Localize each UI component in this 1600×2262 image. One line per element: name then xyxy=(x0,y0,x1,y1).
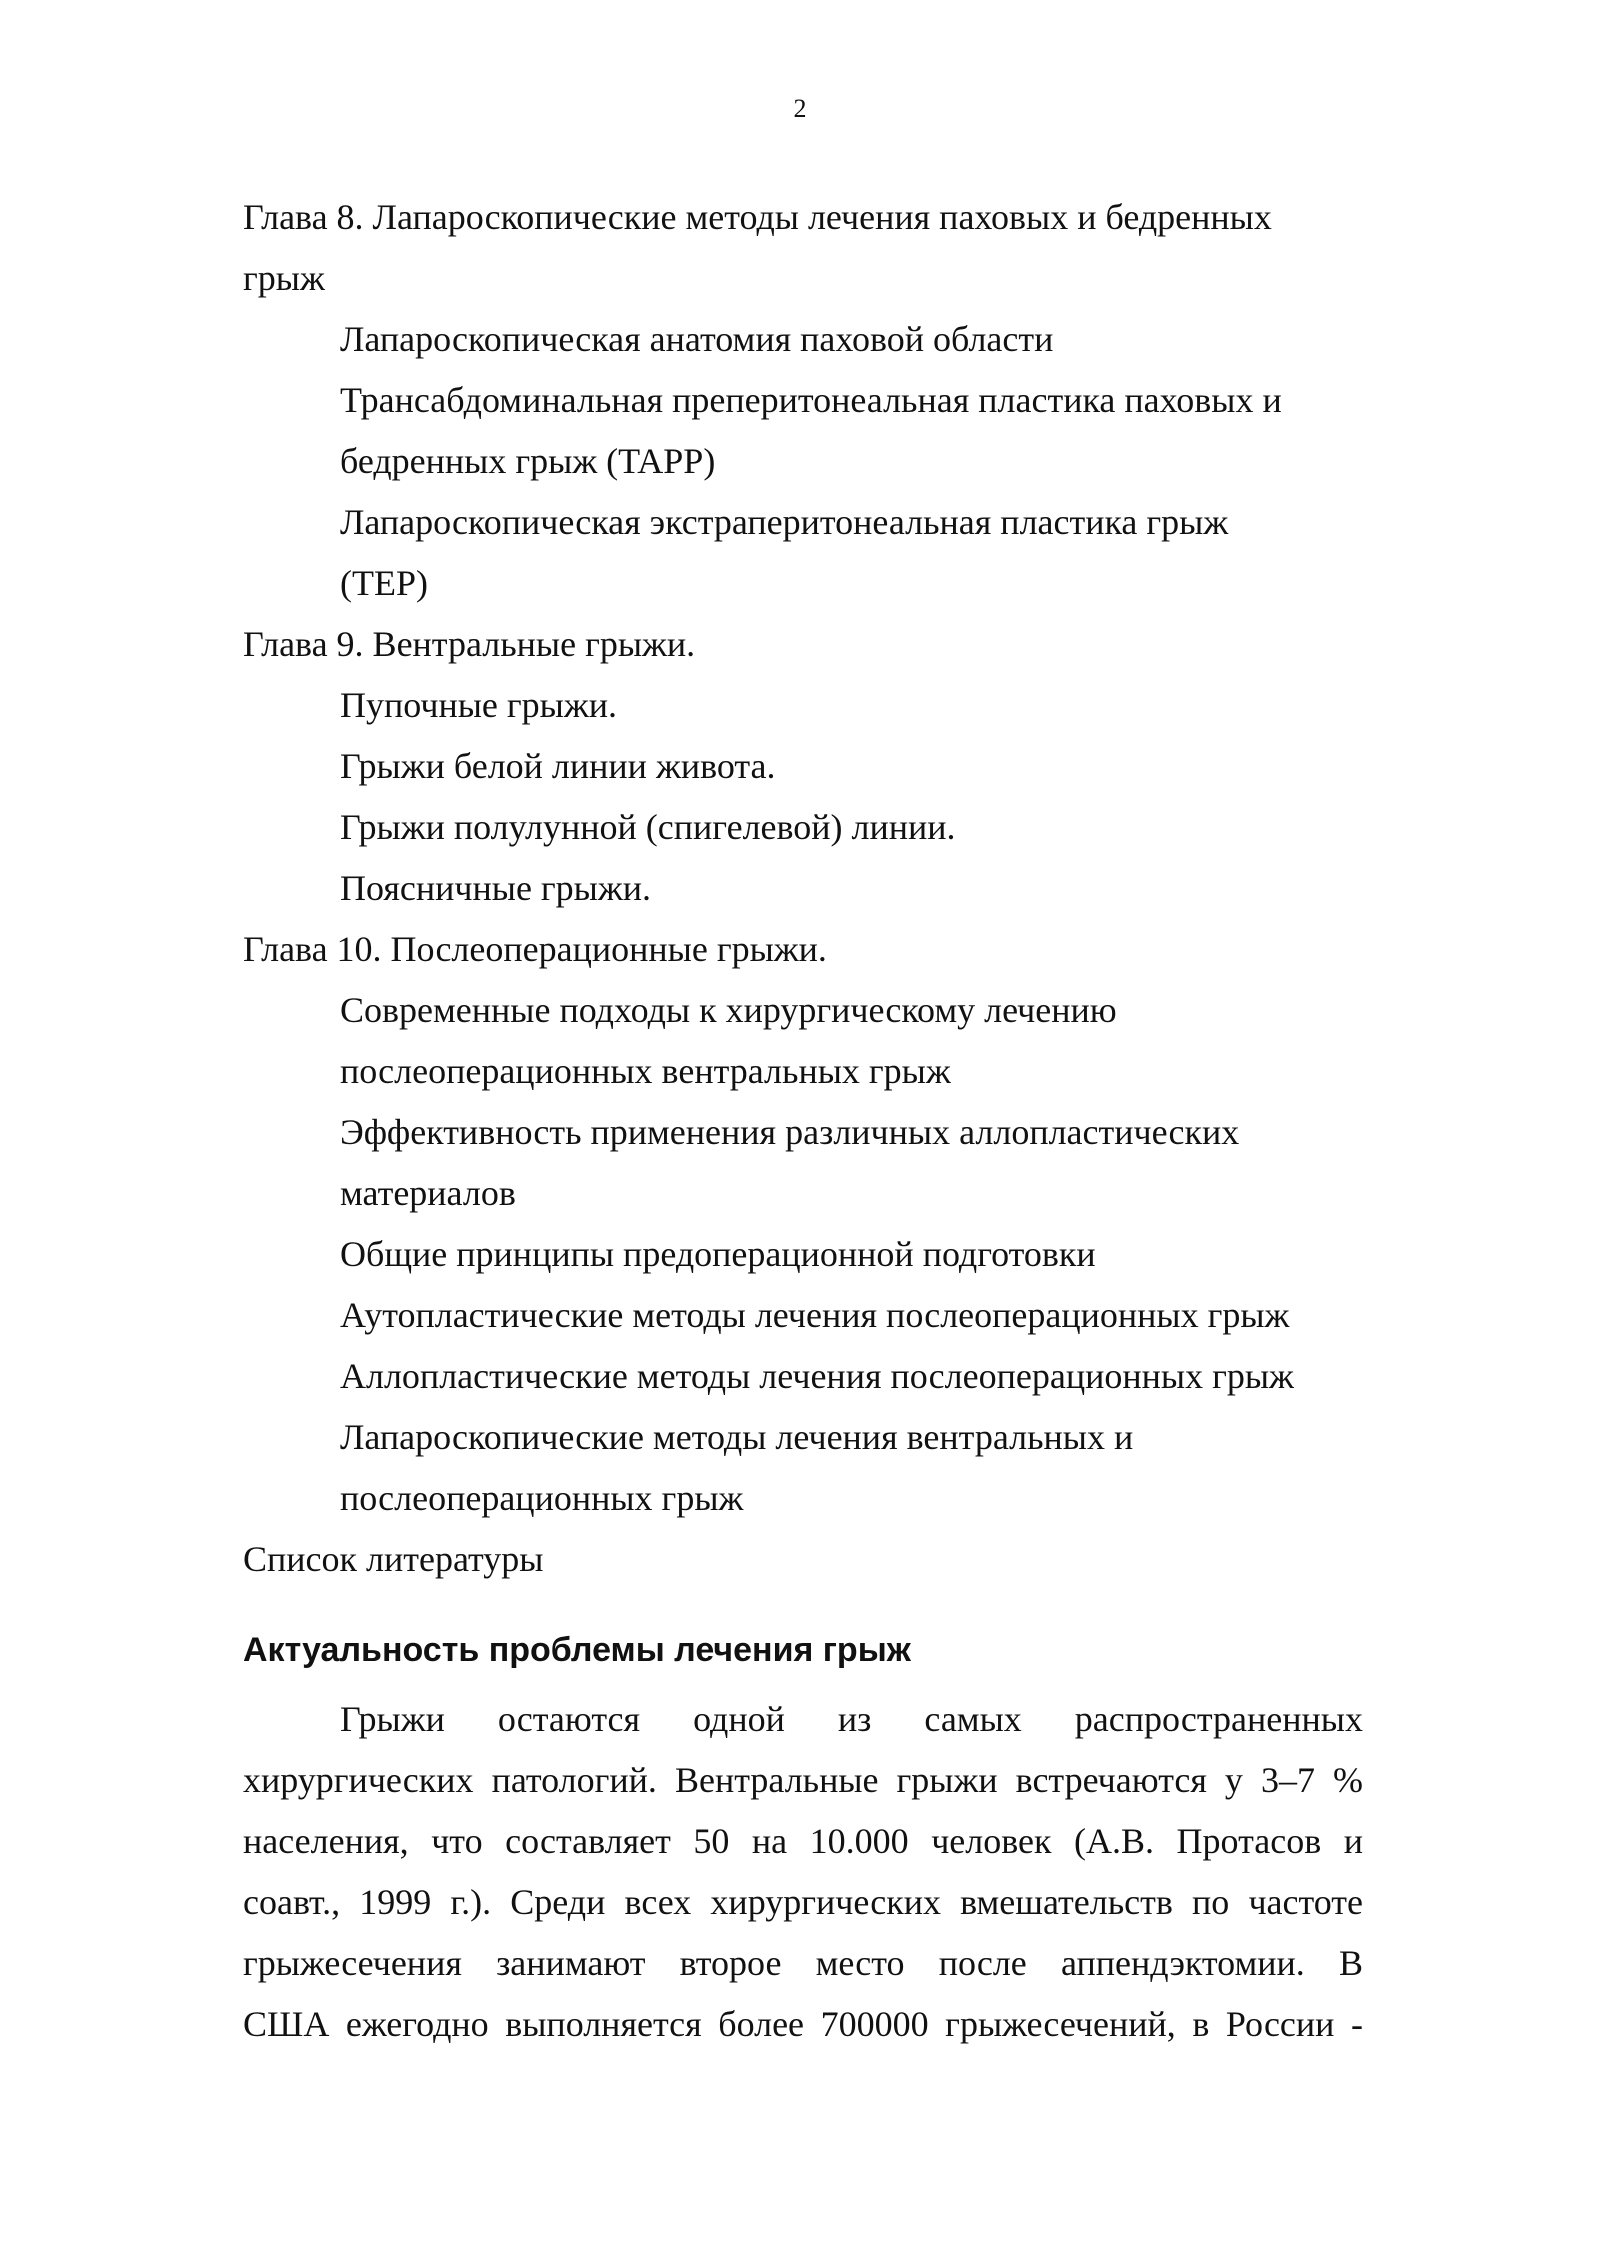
toc-chapter-line: Список литературы xyxy=(243,1539,544,1579)
toc-subsection-line: Трансабдоминальная преперитонеальная пластика паховых и xyxy=(340,380,1282,420)
toc-chapter-line: грыж xyxy=(243,258,325,298)
section-heading: Актуальность проблемы лечения грыж xyxy=(243,1631,911,1669)
toc-subsection-line: послеоперационных вентральных грыж xyxy=(340,1051,951,1091)
table-of-contents xyxy=(243,187,1363,1590)
toc-subsection-line: (TEP) xyxy=(340,563,428,603)
toc-subsection-line: Лапароскопическая анатомия паховой области xyxy=(340,319,1054,359)
toc-subsection-line: бедренных грыж (TAPP) xyxy=(340,441,716,481)
toc-subsection-line: Аллопластические методы лечения послеоперационных грыж xyxy=(340,1356,1294,1396)
paragraph-line: грыжесечения занимают второе место после аппендэктомии. В xyxy=(243,1943,1363,1983)
toc-subsection-line: послеоперационных грыж xyxy=(340,1478,744,1518)
toc-chapter-line: Глава 8. Лапароскопические методы лечения паховых и бедренных xyxy=(243,197,1272,237)
paragraph-line: населения, что составляет 50 на 10.000 человек (А.В. Протасов и xyxy=(243,1821,1363,1861)
paragraph-line: США ежегодно выполняется более 700000 грыжесечений, в России - xyxy=(243,2004,1363,2044)
toc-chapter-line: Глава 10. Послеоперационные грыжи. xyxy=(243,929,827,969)
toc-subsection-line: Эффективность применения различных аллопластических xyxy=(340,1112,1240,1152)
toc-subsection-line: Грыжи белой линии живота. xyxy=(340,746,776,786)
toc-subsection-line: Лапароскопическая экстраперитонеальная пластика грыж xyxy=(340,502,1229,542)
toc-subsection-line: Современные подходы к хирургическому лечению xyxy=(340,990,1117,1030)
toc-chapter-line: Глава 9. Вентральные грыжи. xyxy=(243,624,696,664)
toc-subsection-line: Общие принципы предоперационной подготовки xyxy=(340,1234,1096,1274)
toc-subsection-line: Поясничные грыжи. xyxy=(340,868,652,908)
toc-subsection-line: Аутопластические методы лечения послеоперационных грыж xyxy=(340,1295,1290,1335)
toc-subsection-line: Лапароскопические методы лечения вентральных и xyxy=(340,1417,1134,1457)
paragraph-line: Грыжи остаются одной из самых распространенных xyxy=(340,1699,1363,1739)
toc-subsection-line: материалов xyxy=(340,1173,516,1213)
page-number: 2 xyxy=(793,94,807,123)
toc-subsection-line: Пупочные грыжи. xyxy=(340,685,617,725)
toc-subsection-line: Грыжи полулунной (спигелевой) линии. xyxy=(340,807,956,847)
paragraph-line: соавт., 1999 г.). Среди всех хирургических вмешательств по частоте xyxy=(243,1882,1363,1922)
section-paragraph xyxy=(243,1689,1363,2055)
paragraph-line: хирургических патологий. Вентральные грыжи встречаются у 3–7 % xyxy=(243,1760,1363,1800)
